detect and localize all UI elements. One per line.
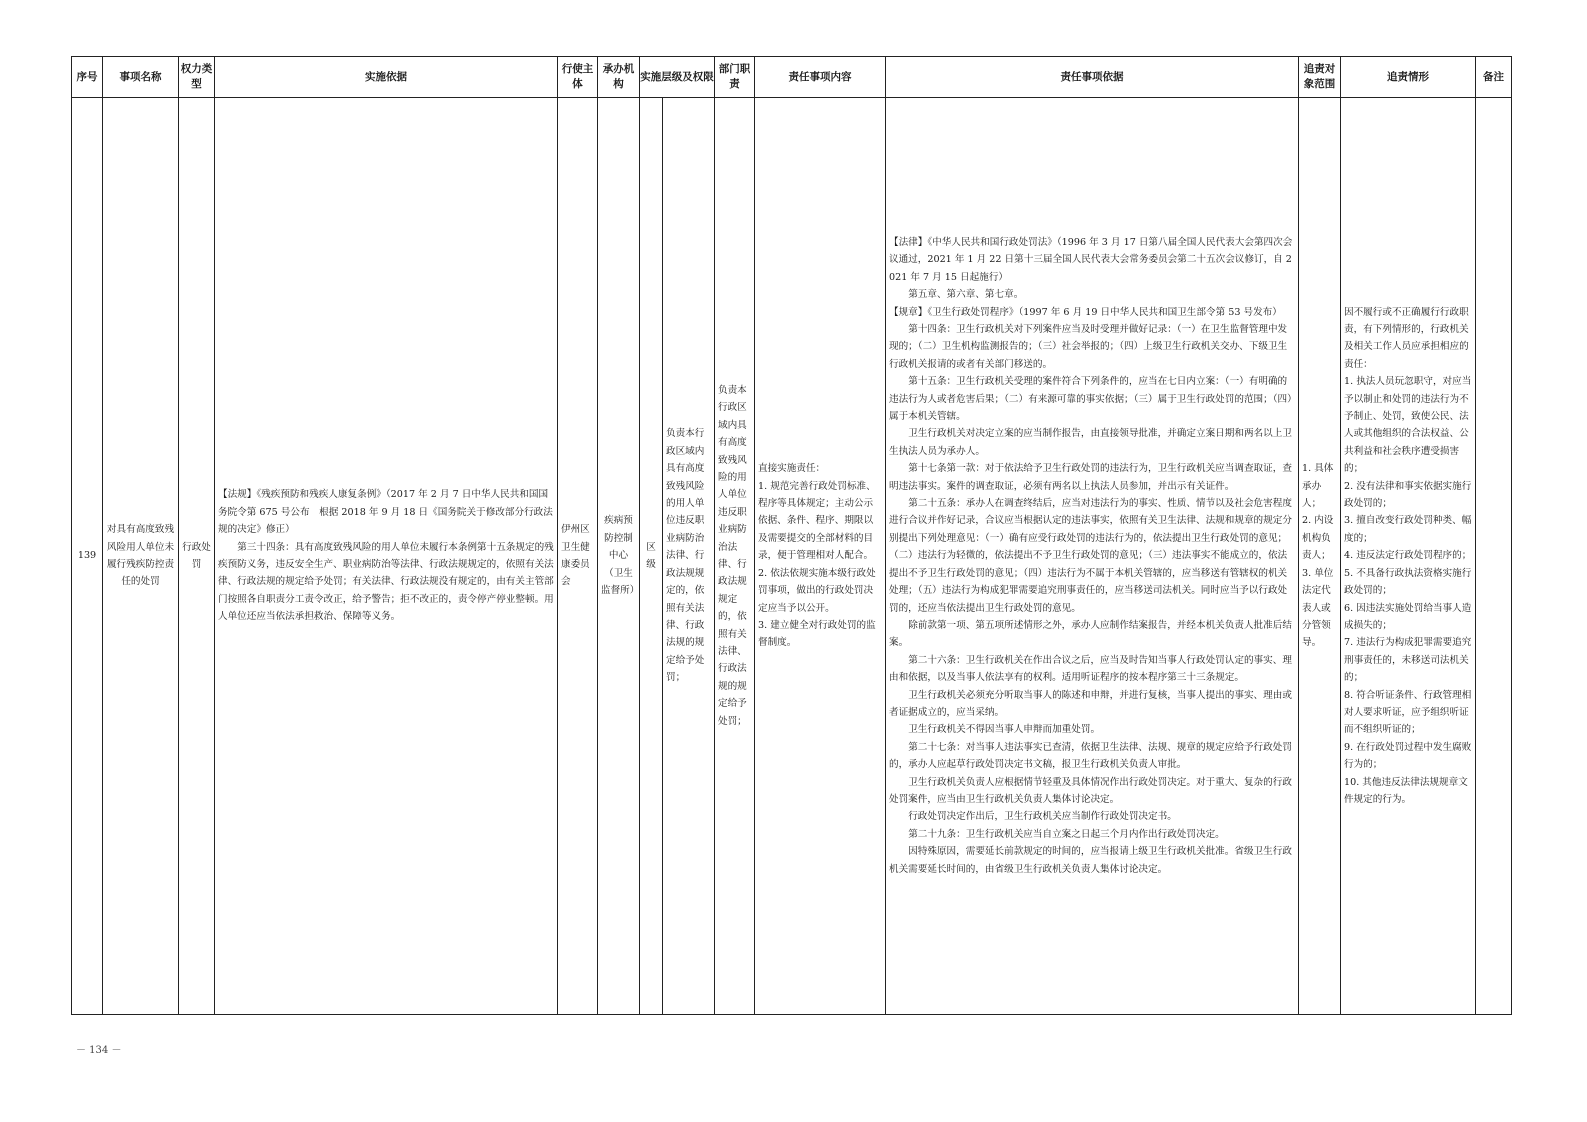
row-dept-duty: 负责本行政区域内具有高度致残风险的用人单位违反职业病防治法律、行政法规规定的，依照有关法律、行政法规的规定给予处罚； bbox=[715, 98, 755, 1015]
resp-basis-para: 【规章】《卫生行政处罚程序》（1997 年 6 月 19 日中华人民共和国卫生部令第 53 号发布） bbox=[889, 306, 1282, 318]
situation-line: 3. 擅自改变行政处罚种类、幅度的； bbox=[1344, 515, 1472, 544]
resp-basis-para: 第五章、第六章、第七章。 bbox=[908, 289, 1024, 301]
situation-line: 7. 违法行为构成犯罪需要追究刑事责任的，未移送司法机关的； bbox=[1344, 637, 1472, 684]
situation-line: 10. 其他违反法律法规规章文件规定的行为。 bbox=[1344, 776, 1468, 805]
header-basis: 实施依据 bbox=[215, 57, 558, 98]
scope-line: 1. 具体承办人； bbox=[1302, 463, 1334, 510]
situation-line: 5. 不具备行政执法资格实施行政处罚的； bbox=[1344, 567, 1472, 597]
row-remarks bbox=[1476, 98, 1512, 1015]
resp-basis-para: 除前款第一项、第五项所述情形之外，承办人应制作结案报告，并经本机关负责人批准后结案。 bbox=[889, 619, 1292, 649]
row-level: 区级 bbox=[640, 98, 663, 1015]
situation-line: 1. 执法人员玩忽职守，对应当予以制止和处罚的违法行为不予制止、处罚，致使公民、法人或其他组织的合法权益、公共利益和社会秩序遭受损害的； bbox=[1344, 376, 1472, 475]
header-seq: 序号 bbox=[72, 57, 103, 98]
row-agency: 疾病预防控制中心（卫生监督所） bbox=[598, 98, 640, 1015]
row-subject: 伊州区卫生健康委员会 bbox=[558, 98, 598, 1015]
situation-line: 4. 违反法定行政处罚程序的； bbox=[1344, 550, 1472, 562]
header-item-name: 事项名称 bbox=[103, 57, 179, 98]
table-header-row bbox=[72, 57, 1512, 98]
resp-basis-para: 卫生行政机关不得因当事人申辩而加重处罚。 bbox=[908, 724, 1101, 736]
scope-line: 2. 内设机构负责人； bbox=[1302, 515, 1334, 562]
header-level: 实施层级及权限 bbox=[640, 57, 715, 98]
header-power-type: 权力类型 bbox=[179, 57, 215, 98]
resp-content-line: 2. 依法依规实施本级行政处罚事项，做出的行政处罚决定应当予以公开。 bbox=[758, 567, 876, 614]
resp-basis-para: 行政处罚决定作出后，卫生行政机关应当制作行政处罚决定书。 bbox=[908, 811, 1177, 823]
situation-line: 6. 因违法实施处罚给当事人造成损失的； bbox=[1344, 602, 1472, 631]
header-resp-basis: 责任事项依据 bbox=[886, 57, 1299, 98]
header-remarks: 备注 bbox=[1476, 57, 1512, 98]
table-row bbox=[72, 98, 1512, 1015]
resp-basis-para: 卫生行政机关负责人应根据情节轻重及具体情况作出行政处罚决定。对于重大、复杂的行政处罚案件，应当由卫生行政机关负责人集体讨论决定。 bbox=[889, 776, 1292, 805]
resp-basis-para: 【法律】《中华人民共和国行政处罚法》（1996 年 3 月 17 日第八届全国人民代表大会第四次会议通过，2021 年 1 月 22 日第十三届全国人民代表大会常务委员会第二十五次会议修订，自 2021 年 7 月 15 日起施行） bbox=[889, 236, 1293, 283]
resp-basis-para: 第十五条：卫生行政机关受理的案件符合下列条件的，应当在七日内立案：（一）有明确的违法行为人或者危害后果；（二）有来源可靠的事实依据；（三）属于卫生行政处罚的范围；（四）属于本机关管辖。 bbox=[889, 376, 1292, 423]
row-resp-content bbox=[755, 98, 886, 1015]
resp-basis-para: 第二十七条：对当事人违法事实已查清，依据卫生法律、法规、规章的规定应给予行政处罚的，承办人应起草行政处罚决定书文稿，报卫生行政机关负责人审批。 bbox=[889, 741, 1292, 771]
page-number: － 134 － bbox=[76, 1045, 122, 1056]
resp-basis-para: 第二十五条：承办人在调查终结后，应当对违法行为的事实、性质、情节以及社会危害程度进行合议并作好记录，合议应当根据认定的违法事实，依照有关卫生法律、法规和规章的规定分别提出下列处理意见：（一）确有应受行政处罚的违法行为的，依法提出卫生行政处罚的意见；（二）违法行为轻微的，依法提出不予卫生行政处罚的意见；（三）违法事实不能成立的，依法提出不予卫生行政处罚的意见；（四）违法行为不属于本机关管辖的，应当移送有管辖权的机关处理；（五）违法行为构成犯罪需要追究刑事责任的，应当移送司法机关。同时应当予以行政处罚的，还应当依法提出卫生行政处罚的意见。 bbox=[889, 498, 1292, 614]
resp-basis-para: 第十四条：卫生行政机关对下列案件应当及时受理并做好记录：（一）在卫生监督管理中发现的；（二）卫生机构监测报告的；（三）社会举报的；（四）上级卫生行政机关交办、下级卫生行政机关报请的或者有关部门移送的。 bbox=[889, 324, 1288, 370]
row-scope bbox=[1299, 98, 1341, 1015]
header-resp-content: 责任事项内容 bbox=[755, 57, 886, 98]
row-situations bbox=[1341, 98, 1476, 1015]
responsibility-table bbox=[71, 56, 1512, 1015]
row-basis bbox=[215, 98, 558, 1015]
resp-basis-para: 因特殊原因，需要延长前款规定的时间的，应当报请上级卫生行政机关批准。省级卫生行政机关需要延长时间的，由省级卫生行政机关负责人集体讨论决定。 bbox=[889, 846, 1292, 875]
row-resp-basis bbox=[886, 98, 1299, 1015]
resp-content-line: 1. 规范完善行政处罚标准、程序等具体规定；主动公示依据、条件、程序、期限以及需要提交的全部材料的目录，便于管理相对人配合。 bbox=[758, 480, 876, 562]
basis-article: 第三十四条：具有高度致残风险的用人单位未履行本条例第十五条规定的残疾预防义务，违反安全生产、职业病防治等法律、行政法规规定的，依照有关法律、行政法规的规定给予处罚；有关法律、行政法规没有规定的，由有关主管部门按照各自职责分工责令改正，给予警告；拒不改正的，责令停产停业整顿。用人单位还应当依法承担救治、保障等义务。 bbox=[218, 541, 554, 623]
header-situations: 追责情形 bbox=[1341, 57, 1476, 98]
row-level-authority: 负责本行政区域内具有高度致残风险的用人单位违反职业病防治法律、行政法规规定的，依照有关法律、行政法规的规定给予处罚； bbox=[663, 98, 715, 1015]
scope-line: 3. 单位法定代表人或分管领导。 bbox=[1302, 567, 1334, 649]
resp-basis-para: 卫生行政机关对决定立案的应当制作报告，由直接领导批准，并确定立案日期和两名以上卫生执法人员为承办人。 bbox=[889, 428, 1292, 457]
row-seq: 139 bbox=[72, 98, 103, 1015]
situation-line: 9. 在行政处罚过程中发生腐败行为的； bbox=[1344, 741, 1472, 771]
header-dept-duty: 部门职责 bbox=[715, 57, 755, 98]
resp-basis-para: 第十七条第一款：对于依法给予卫生行政处罚的违法行为，卫生行政机关应当调查取证，查明违法事实。案件的调查取证，必须有两名以上执法人员参加，并出示有关证件。 bbox=[889, 463, 1292, 492]
situation-line: 因不履行或不正确履行行政职责，有下列情形的，行政机关及相关工作人员应承担相应的责任： bbox=[1344, 306, 1469, 370]
basis-title: 【法规】《残疾预防和残疾人康复条例》（2017 年 2 月 7 日中华人民共和国国务院令第 675 号公布 根据 2018 年 9 月 18 日《国务院关于修改部分行政法规的决定》修正） bbox=[218, 489, 553, 536]
resp-content-line: 直接实施责任： bbox=[758, 463, 826, 475]
row-item-name: 对具有高度致残风险用人单位未履行残疾防控责任的处罚 bbox=[103, 98, 179, 1015]
resp-basis-para: 第二十九条：卫生行政机关应当自立案之日起三个月内作出行政处罚决定。 bbox=[908, 828, 1225, 840]
row-power-type: 行政处罚 bbox=[179, 98, 215, 1015]
header-agency: 承办机构 bbox=[598, 57, 640, 98]
resp-basis-para: 第二十六条：卫生行政机关在作出合议之后，应当及时告知当事人行政处罚认定的事实、理由和依据，以及当事人依法享有的权利。适用听证程序的按本程序第三十三条规定。 bbox=[889, 654, 1292, 684]
header-subject: 行使主体 bbox=[558, 57, 598, 98]
header-scope: 追责对象范围 bbox=[1299, 57, 1341, 98]
resp-basis-para: 卫生行政机关必须充分听取当事人的陈述和申辩，并进行复核，当事人提出的事实、理由或者证据成立的，应当采纳。 bbox=[889, 689, 1292, 718]
situation-line: 8. 符合听证条件、行政管理相对人要求听证，应予组织听证而不组织听证的； bbox=[1344, 689, 1472, 736]
resp-content-line: 3. 建立健全对行政处罚的监督制度。 bbox=[758, 619, 876, 649]
situation-line: 2. 没有法律和事实依据实施行政处罚的； bbox=[1344, 480, 1472, 510]
